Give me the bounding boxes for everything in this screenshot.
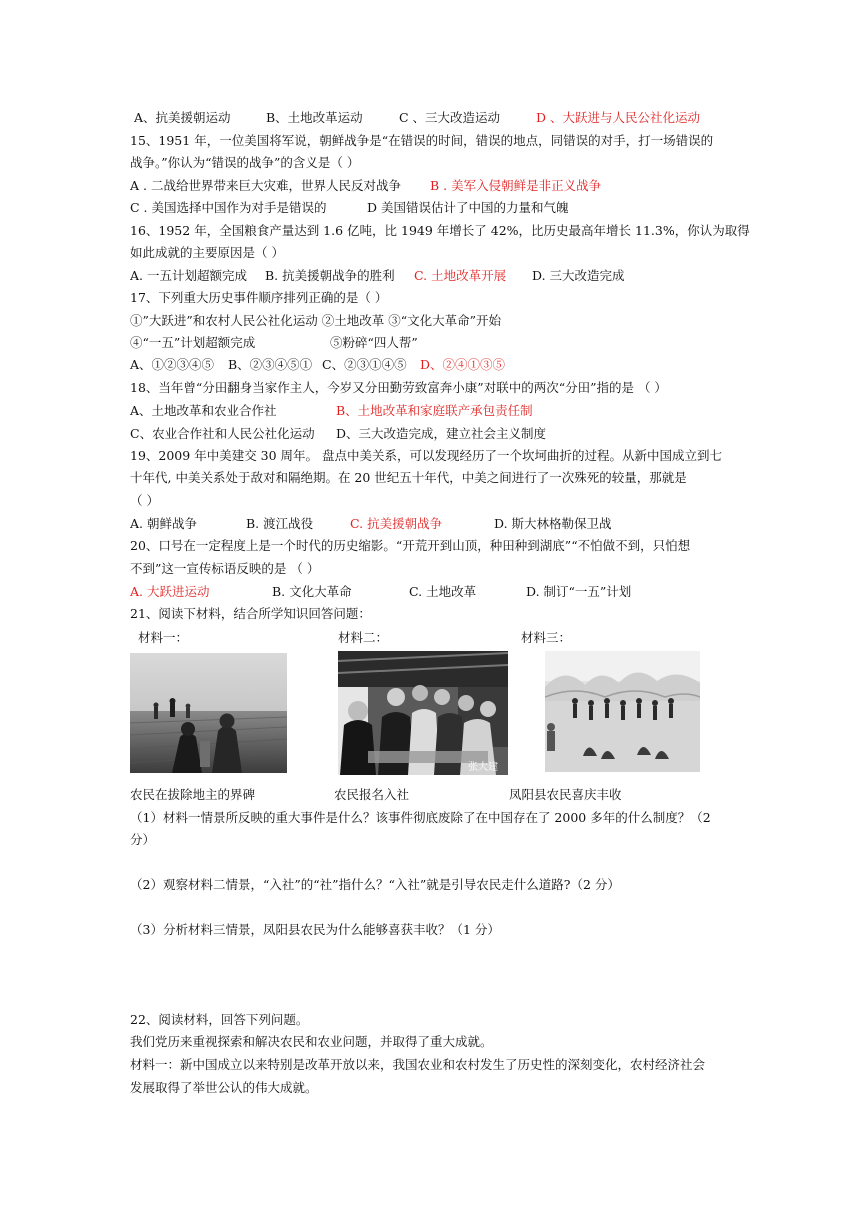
q21-part2: （2）观察材料二情景，“入社”的“社”指什么？“入社”就是引导农民走什么道路?（2 分） (130, 877, 620, 892)
q19-option-a: A. 朝鲜战争 (130, 516, 197, 531)
material-1-photo (130, 653, 287, 773)
material-1-label: 材料一： (138, 630, 189, 645)
q22-line3: 发展取得了举世公认的伟大成就。 (130, 1080, 318, 1095)
material-3-photo (545, 651, 700, 772)
q16-option-a: A. 一五计划超额完成 (130, 268, 247, 283)
q14-option-c: C 、三大改造运动 (399, 110, 501, 125)
material-2-caption: 农民报名入社 (334, 787, 410, 802)
q20-option-d: D. 制订“一五”计划 (526, 584, 632, 599)
q15-option-b-answer: B . 美军入侵朝鲜是非正义战争 (430, 178, 602, 193)
q20-option-a-answer: A. 大跃进运动 (130, 584, 210, 599)
q16-option-c-answer: C. 土地改革开展 (414, 268, 507, 283)
q17-items-line1: ①”大跃进”和农村人民公社化运动 ②土地改革 ③“文化大革命”开始 (130, 313, 502, 328)
q17-item-5: ⑤粉碎“四人帮” (330, 335, 418, 350)
q20-option-c: C. 土地改革 (409, 584, 477, 599)
q16-option-b: B. 抗美援朝战争的胜利 (265, 268, 395, 283)
material-2-watermark: 张大建 (468, 762, 498, 773)
q15-option-a: A . 二战给世界带来巨大灾难，世界人民反对战争 (130, 178, 401, 193)
q19-option-d: D. 斯大林格勒保卫战 (494, 516, 612, 531)
q14-option-d-answer: D 、大跃进与人民公社化运动 (536, 110, 700, 125)
q22-stem: 22、阅读材料，回答下列问题。 (130, 1012, 309, 1027)
q19-stem-line3: （ ） (130, 493, 159, 508)
q20-stem-line1: 20、口号在一定程度上是一个时代的历史缩影。“开荒开到山顶，种田种到湖底”“不怕做不到，只怕想 (130, 538, 691, 553)
q21-part1-line2: 分） (130, 832, 156, 847)
q19-stem-line1: 19、2009 年中美建交 30 周年。 盘点中美关系，可以发现经历了一个坎坷曲折的过程。从新中国成立到七 (130, 448, 723, 463)
q19-option-c-answer: C. 抗美援朝战争 (350, 516, 443, 531)
q15-stem-line1: 15、1951 年，一位美国将军说，朝鲜战争是“在错误的时间，错误的地点，同错误的对手，打一场错误的 (130, 133, 714, 148)
q16-stem-line1: 16、1952 年，全国粮食产量达到 1.6 亿吨，比 1949 年增长了 42%，比历史最高年增长 11.3%，你认为取得 (130, 223, 750, 238)
q18-option-b-answer: B、土地改革和家庭联产承包责任制 (336, 403, 533, 418)
q21-stem: 21、阅读下材料，结合所学知识回答问题： (130, 606, 371, 621)
material-2-photo (338, 651, 508, 775)
q20-option-b: B. 文化大革命 (272, 584, 352, 599)
q21-part3: （3）分析材料三情景，凤阳县农民为什么能够喜获丰收？（1 分） (130, 922, 500, 937)
q19-option-b: B. 渡江战役 (246, 516, 314, 531)
material-3-label: 材料三： (521, 630, 572, 645)
q21-part1-line1: （1）材料一情景所反映的重大事件是什么？该事件彻底废除了在中国存在了 2000 多年的什么制度？（2 (130, 810, 711, 825)
q18-option-c: C、农业合作社和人民公社化运动 (130, 426, 315, 441)
q19-stem-line2: 十年代, 中美关系处于敌对和隔绝期。在 20 世纪五十年代，中美之间进行了一次殊死的较量，那就是 (130, 470, 687, 485)
q20-stem-line2: 不到”这一宣传标语反映的是 （ ） (130, 561, 320, 576)
q18-option-d: D、三大改造完成，建立社会主义制度 (336, 426, 547, 441)
material-3-caption: 凤阳县农民喜庆丰收 (509, 787, 622, 802)
q17-stem: 17、下列重大历史事件顺序排列正确的是（ ） (130, 290, 388, 305)
q17-option-c: C、②③①④⑤ (322, 357, 407, 372)
material-1-caption: 农民在拔除地主的界碑 (130, 787, 256, 802)
q16-option-d: D. 三大改造完成 (532, 268, 625, 283)
q18-stem: 18、当年曾“分田翻身当家作主人，今岁又分田勤劳致富奔小康”对联中的两次“分田”指的是 （ ） (130, 380, 667, 395)
q17-item-4: ④“一五”计划超额完成 (130, 335, 256, 350)
q22-line1: 我们党历来重视探索和解决农民和农业问题，并取得了重大成就。 (130, 1034, 493, 1049)
q15-option-c: C . 美国选择中国作为对手是错误的 (130, 200, 327, 215)
q14-option-a: A、抗美援朝运动 (134, 110, 231, 125)
q14-option-b: B、土地改革运动 (266, 110, 363, 125)
q17-option-a: A、①②③④⑤ (130, 357, 215, 372)
q17-option-d-answer: D、②④①③⑤ (420, 357, 506, 372)
q18-option-a: A、土地改革和农业合作社 (130, 403, 277, 418)
q17-option-b: B、②③④⑤① (228, 357, 313, 372)
q22-line2: 材料一：新中国成立以来特别是改革开放以来，我国农业和农村发生了历史性的深刻变化，农村经济社会 (130, 1057, 706, 1072)
q16-stem-line2: 如此成就的主要原因是（ ） (130, 245, 284, 260)
q15-option-d: D 美国错误估计了中国的力量和气魄 (367, 200, 569, 215)
q15-stem-line2: 战争。”你认为“错误的战争”的含义是（ ） (130, 155, 360, 170)
material-2-label: 材料二： (338, 630, 389, 645)
